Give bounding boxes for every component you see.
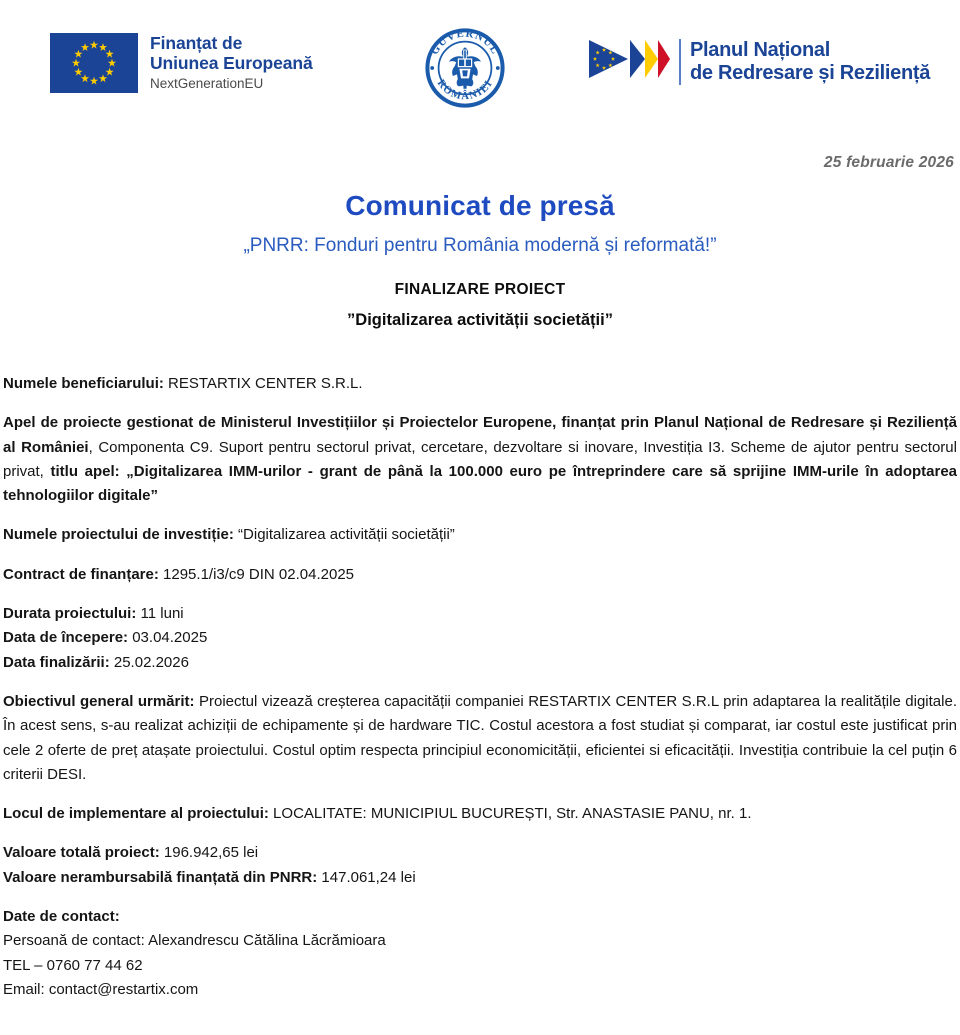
beneficiary-label: Numele beneficiarului: [3,375,164,392]
project-title: ”Digitalizarea activității societății” [347,311,613,329]
call-regular-part: , Componenta C9. Suport pentru sectorul privat, cercetare, dezvoltare si inovare, Investiția I3. Scheme de ajutor pentru sectorul privat, [3,438,957,480]
pnrr-arrows-icon [588,36,672,87]
start-date-label: Data de începere: [3,629,129,647]
location-row [3,802,957,826]
duration-row [3,602,957,626]
total-value-value: 196.942,65 lei [159,844,259,862]
eu-logo-line1: Finanțat de [150,33,243,53]
start-date-row [3,626,957,650]
call-bold-part-2: titlu apel: „Digitalizarea IMM-urilor - grant de până la 100.000 euro pe întreprindere care să sprijine IMM-urile în adoptarea tehnologiilor digitale” [3,462,957,505]
document-body [3,372,957,1017]
pnrr-divider [679,39,681,85]
objective-paragraph [3,690,957,787]
start-date-value: 03.04.2025 [128,629,208,647]
contact-phone-row: TEL – 0760 77 44 62 [3,956,143,974]
project-name-value: “Digitalizarea activității societății” [233,526,455,544]
eu-stars-icon [50,33,138,93]
pnrr-logo-line1: Planul Național [690,38,830,61]
svg-text:ROMÂNIEI: ROMÂNIEI [434,77,496,103]
schedule-block [3,602,957,675]
end-date-label: Data finalizării: [3,653,110,671]
contact-person-row: Persoană de contact: Alexandrescu Cătălina Lăcrămioara [3,932,386,950]
pnrr-logo [588,36,930,87]
contact-heading [3,905,957,929]
end-date-value: 25.02.2026 [109,653,189,671]
title-block [0,190,960,330]
location-value: LOCALITATE: MUNICIPIUL BUCUREȘTI, Str. ANASTASIE PANU, nr. 1. [268,805,752,823]
romanian-government-emblem-icon [425,28,505,108]
eu-logo-line2: Uniunea Europeană [150,52,313,73]
project-name-row [3,523,957,547]
contract-label: Contract de finanțare: [3,565,159,583]
objective-label: Obiectivul general urmărit: [3,692,195,710]
call-bold-part-1: Apel de proiecte gestionat de Ministerul Investițiilor și Proiectelor Europene, finanțat prin Planul Național de Redresare și Reziliență al României [3,414,957,456]
svg-text:GUVERNUL: GUVERNUL [428,28,502,57]
contact-email-row: Email: contact@restartix.com [3,980,199,998]
eu-logo-text [150,33,313,91]
objective-value: Proiectul vizează creșterea capacității companiei RESTARTIX CENTER S.R.L prin adaptarea la realitățile digitale. În acest sens, s-au realizat achiziții de echipamente și de hardware TIC. Costul acestora a fost studiat și comparat, iar costul este justificat prin cele 2 oferte de preț atașate proiectului. Costul optim respecta principiul economicității, eficientei si eficacității. Investiția contribuie la cel puțin 6 criterii DESI. [3,692,957,783]
duration-value: 11 luni [136,605,184,623]
page-subtitle: „PNRR: Fonduri pentru România modernă și reformată!” [243,235,717,256]
location-label: Locul de implementare al proiectului: [3,805,269,823]
beneficiary-value: RESTARTIX CENTER S.R.L. [163,375,363,392]
beneficiary-row [3,372,957,396]
call-for-projects-paragraph [3,411,957,508]
project-name-label: Numele proiectului de investiție: [3,526,234,544]
contract-row [3,563,957,587]
pnrr-logo-line2: de Redresare și Reziliență [690,61,931,84]
contact-block [3,905,957,1002]
contact-heading-label: Date de contact: [3,908,120,926]
logo-header-strip [0,0,960,120]
pnrr-logo-text [690,39,930,85]
section-title: FINALIZARE PROIECT [394,281,566,298]
total-value-row [3,841,957,865]
grant-value-value: 147.061,24 lei [317,868,416,886]
total-value-label: Valoare totală proiect: [3,844,160,862]
grant-value-row [3,866,957,890]
document-date: 25 februarie 2026 [823,154,954,171]
contract-value: 1295.1/i3/c9 DIN 02.04.2025 [158,565,354,583]
duration-label: Durata proiectului: [3,605,137,623]
eu-flag-icon [50,33,138,93]
end-date-row [3,651,957,675]
eu-funding-logo [50,33,313,93]
eu-logo-line3: NextGenerationEU [150,76,264,92]
grant-value-label: Valoare nerambursabilă finanțată din PNRR: [3,868,318,886]
financials-block [3,841,957,890]
page-title: Comunicat de presă [345,190,615,221]
